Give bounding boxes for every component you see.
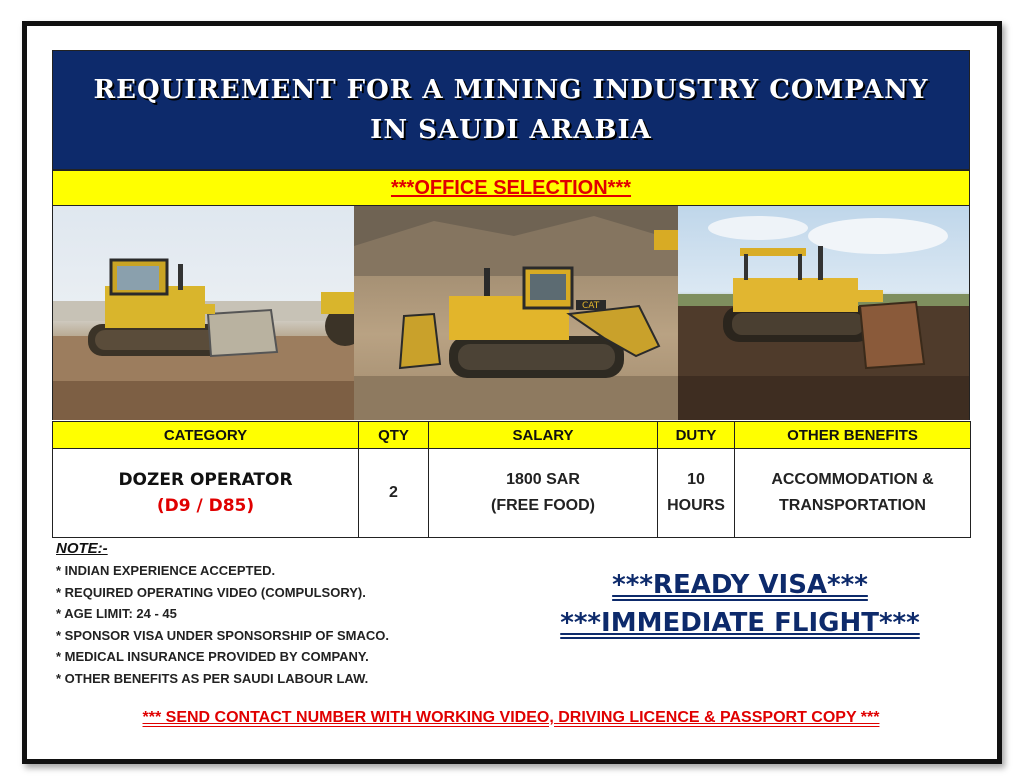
note-item: * MEDICAL INSURANCE PROVIDED BY COMPANY. (56, 649, 369, 665)
note-item: * SPONSOR VISA UNDER SPONSORSHIP OF SMACO. (56, 627, 389, 643)
duty-cell (658, 449, 735, 538)
immediate-flight-text: ***IMMEDIATE FLIGHT*** (560, 608, 920, 638)
category-models: (D9 / D85) (156, 496, 255, 516)
note-item: * OTHER BENEFITS AS PER SAUDI LABOUR LAW. (56, 670, 369, 686)
column-header-other-benefits: OTHER BENEFITS (735, 422, 971, 449)
salary-amount: 1800 SAR (506, 471, 580, 488)
salary-note: (FREE FOOD) (491, 497, 595, 514)
photo-strip (52, 206, 970, 420)
column-header-qty: QTY (359, 422, 429, 449)
benefits-line1: ACCOMMODATION & (771, 471, 934, 488)
bulldozer-photo-1 (53, 206, 354, 420)
header-title-line1: REQUIREMENT FOR A MINING INDUSTRY COMPANY (93, 75, 929, 105)
notes-title: NOTE:- (56, 540, 108, 557)
duty-unit: HOURS (667, 497, 725, 514)
salary-cell (429, 449, 658, 538)
duty-value: 10 (687, 471, 705, 488)
svg-text:CAT: CAT (582, 301, 600, 311)
column-header-category: CATEGORY (53, 422, 359, 449)
footer-instruction (52, 709, 970, 727)
category-name: DOZER OPERATOR (118, 470, 293, 490)
notes-section (56, 538, 476, 690)
office-selection-text: ***OFFICE SELECTION*** (390, 177, 632, 199)
visa-flight-highlights (520, 566, 960, 642)
poster-header (52, 50, 970, 170)
qty-cell: 2 (359, 449, 429, 538)
office-selection-banner (52, 170, 970, 206)
category-cell (53, 449, 359, 538)
column-header-duty: DUTY (658, 422, 735, 449)
job-table (52, 421, 971, 538)
benefits-cell (735, 449, 971, 538)
note-item: * INDIAN EXPERIENCE ACCEPTED. (56, 563, 276, 578)
benefits-line2: TRANSPORTATION (779, 497, 926, 514)
bulldozer-photo-3 (678, 206, 969, 420)
footer-text: *** SEND CONTACT NUMBER WITH WORKING VIDEO, DRIVING LICENCE & PASSPORT COPY *** (142, 709, 880, 726)
bulldozer-photo-2 (354, 206, 677, 420)
job-table-header-row (53, 422, 971, 449)
ready-visa-text: ***READY VISA*** (612, 570, 868, 600)
table-row (53, 449, 971, 538)
header-title-line2: IN SAUDI ARABIA (370, 115, 652, 145)
column-header-salary: SALARY (429, 422, 658, 449)
note-item: * AGE LIMIT: 24 - 45 (56, 606, 177, 622)
note-item: * REQUIRED OPERATING VIDEO (COMPULSORY). (56, 584, 366, 600)
